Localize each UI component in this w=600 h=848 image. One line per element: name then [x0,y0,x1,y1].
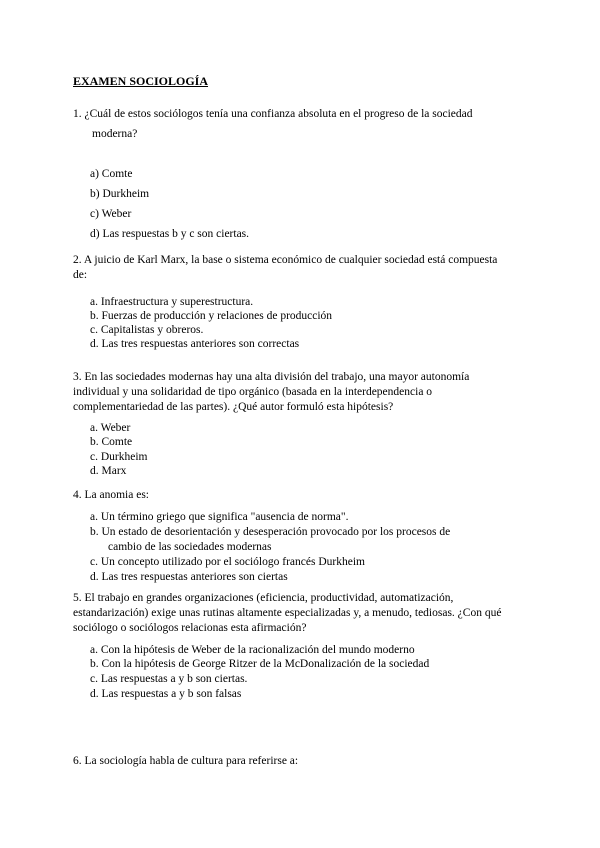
q4-option-c: c. Un concepto utilizado por el sociólogo francés Durkheim [90,556,365,568]
q4-option-b-cont: cambio de las sociedades modernas [108,541,272,553]
q5-option-c: c. Las respuestas a y b son ciertas. [90,673,248,685]
question-4-text: 4. La anomia es: [73,489,150,501]
q2-option-b: b. Fuerzas de producción y relaciones de producción [90,310,333,322]
question-1-text: 1. ¿Cuál de estos sociólogos tenía una confianza absoluta en el progreso de la sociedad [73,108,473,120]
q1-option-d: d) Las respuestas b y c son ciertas. [90,228,250,240]
q3-option-a: a. Weber [90,422,131,434]
q2-option-a: a. Infraestructura y superestructura. [90,296,254,308]
question-3-text-cont: individual y una solidaridad de tipo orgánico (basada en la interdependencia o [73,386,433,398]
q5-option-a: a. Con la hipótesis de Weber de la racionalización del mundo moderno [90,644,415,656]
question-1-text-cont: moderna? [92,128,138,140]
q1-option-c: c) Weber [90,208,132,220]
page-title: EXAMEN SOCIOLOGÍA [73,74,209,88]
q3-option-c: c. Durkheim [90,451,148,463]
q5-option-d: d. Las respuestas a y b son falsas [90,688,242,700]
question-5-text-cont-2: sociólogo o sociólogos relacionas esta afirmación? [73,622,307,634]
q3-option-d: d. Marx [90,465,127,477]
question-3-text-cont-2: complementariedad de las partes). ¿Qué autor formuló esta hipótesis? [73,401,394,413]
question-2-text-cont: de: [73,269,88,281]
question-5-text: 5. El trabajo en grandes organizaciones (eficiencia, productividad, automatización, [73,592,454,604]
q4-option-a: a. Un término griego que significa "ausencia de norma". [90,511,349,523]
q1-option-a: a) Comte [90,168,133,180]
q3-option-b: b. Comte [90,436,133,448]
question-5-text-cont: estandarización) exige unas rutinas altamente especializadas y, a menudo, tediosas. ¿Con qué [73,607,502,619]
q2-option-c: c. Capitalistas y obreros. [90,324,204,336]
question-2-text: 2. A juicio de Karl Marx, la base o sistema económico de cualquier sociedad está compuesta [73,254,498,266]
q5-option-b: b. Con la hipótesis de George Ritzer de la McDonalización de la sociedad [90,658,430,670]
q1-option-b: b) Durkheim [90,188,150,200]
question-6-text: 6. La sociología habla de cultura para referirse a: [73,755,299,767]
q4-option-d: d. Las tres respuestas anteriores son ciertas [90,571,288,583]
q2-option-d: d. Las tres respuestas anteriores son correctas [90,338,300,350]
q4-option-b: b. Un estado de desorientación y desesperación provocado por los procesos de [90,526,451,538]
question-3-text: 3. En las sociedades modernas hay una alta división del trabajo, una mayor autonomía [73,371,470,383]
